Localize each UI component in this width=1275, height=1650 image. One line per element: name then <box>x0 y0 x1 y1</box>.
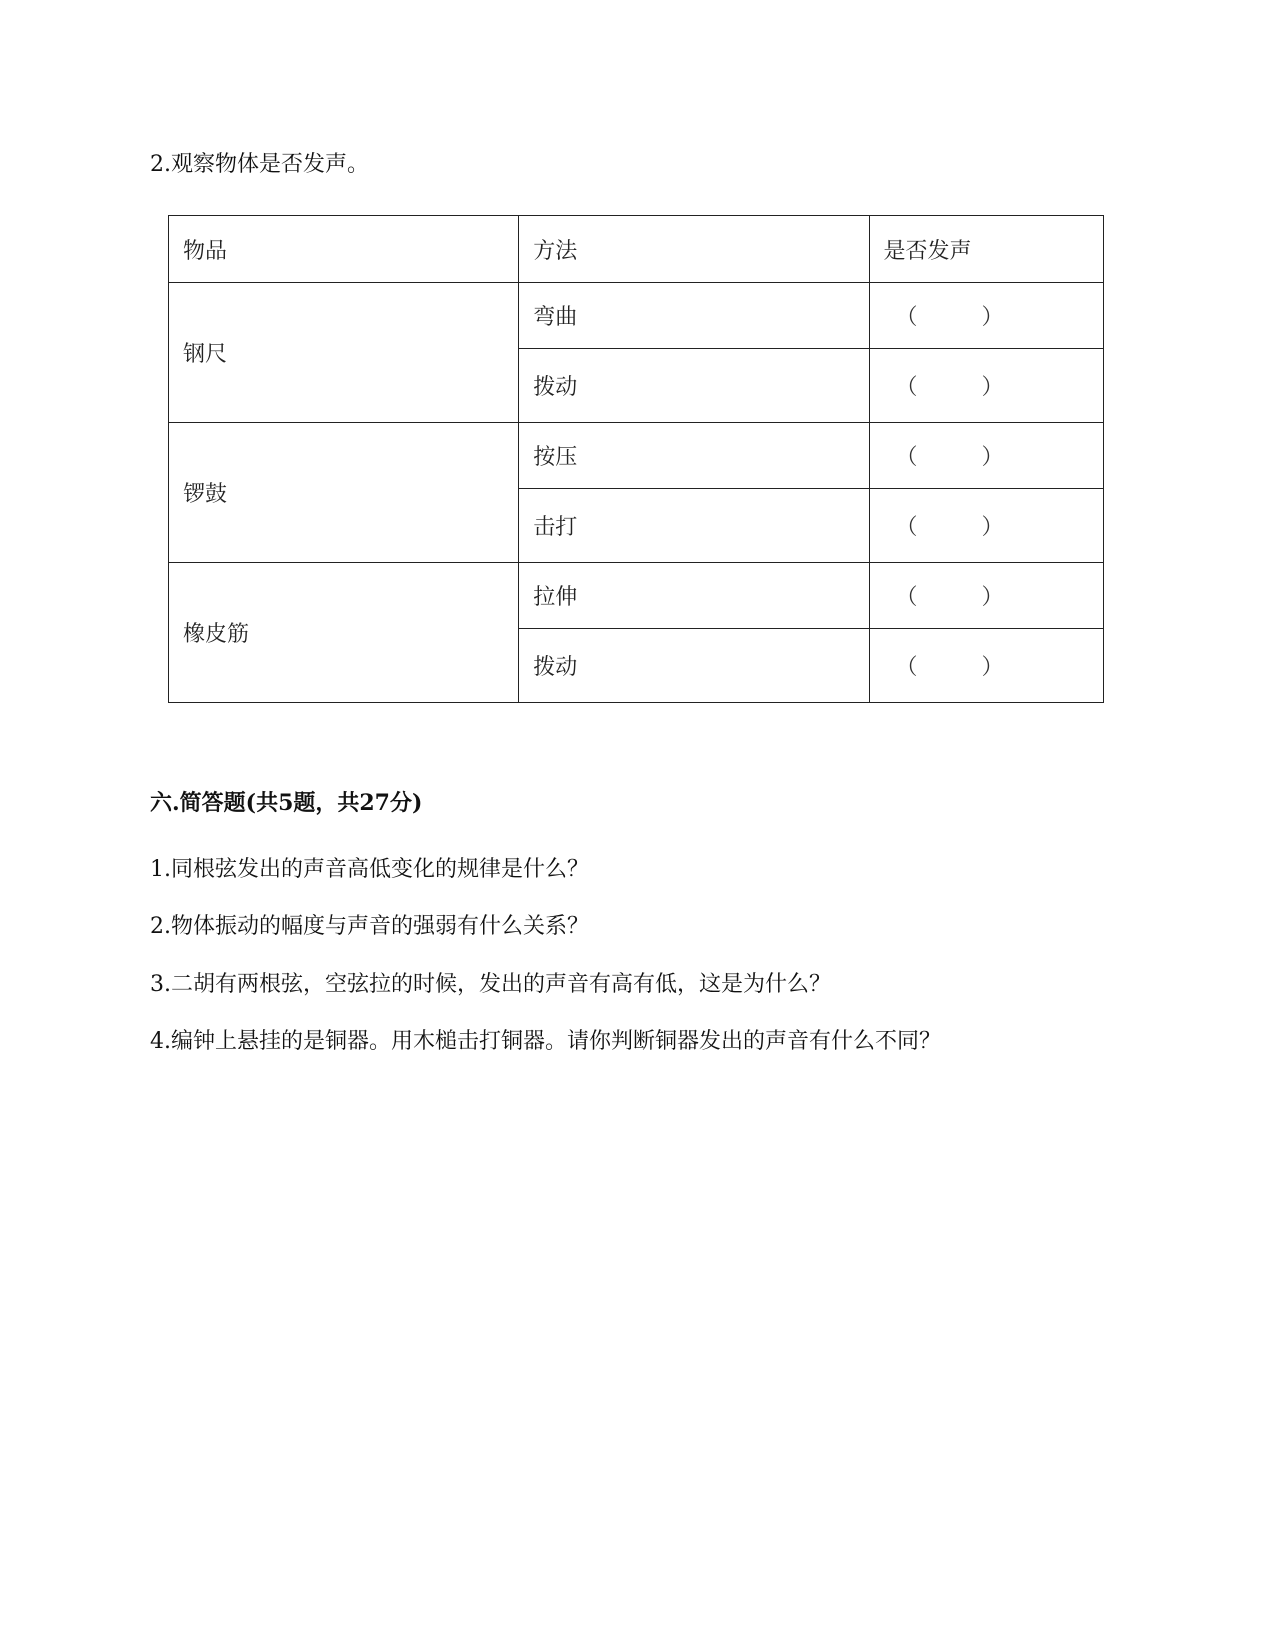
method-cell: 弯曲 <box>519 283 869 349</box>
answer-blank[interactable] <box>869 563 1103 629</box>
table-row <box>169 563 1104 629</box>
answer-blank[interactable] <box>869 489 1103 563</box>
method-cell: 拨动 <box>519 349 869 423</box>
table-header-row <box>169 216 1104 283</box>
close-paren: ） <box>981 375 1004 400</box>
close-paren: ） <box>981 515 1004 540</box>
table-row <box>169 283 1104 349</box>
open-paren: （ <box>895 585 918 610</box>
method-cell: 击打 <box>519 489 869 563</box>
close-paren: ） <box>981 445 1004 470</box>
item-cell: 钢尺 <box>169 283 519 423</box>
item-cell: 锣鼓 <box>169 423 519 563</box>
question-2-title: 2.观察物体是否发声。 <box>150 152 369 177</box>
open-paren: （ <box>895 445 918 470</box>
table-row <box>169 423 1104 489</box>
close-paren: ） <box>981 305 1004 330</box>
close-paren: ） <box>981 655 1004 680</box>
section-title: 六.简答题(共5题，共27分) <box>150 790 423 816</box>
header-item: 物品 <box>169 216 519 283</box>
method-cell: 拨动 <box>519 629 869 703</box>
item-cell: 橡皮筋 <box>169 563 519 703</box>
open-paren: （ <box>895 515 918 540</box>
short-answer-question-3: 3.二胡有两根弦，空弦拉的时候，发出的声音有高有低，这是为什么？ <box>150 972 831 997</box>
close-paren: ） <box>981 585 1004 610</box>
open-paren: （ <box>895 305 918 330</box>
header-method: 方法 <box>519 216 869 283</box>
open-paren: （ <box>895 655 918 680</box>
open-paren: （ <box>895 375 918 400</box>
short-answer-question-2: 2.物体振动的幅度与声音的强弱有什么关系？ <box>150 914 589 939</box>
short-answer-question-1: 1.同根弦发出的声音高低变化的规律是什么？ <box>150 857 589 882</box>
method-cell: 拉伸 <box>519 563 869 629</box>
answer-blank[interactable] <box>869 629 1103 703</box>
answer-blank[interactable] <box>869 283 1103 349</box>
answer-blank[interactable] <box>869 349 1103 423</box>
sound-observation-table <box>168 215 1104 703</box>
header-makes-sound: 是否发声 <box>869 216 1103 283</box>
method-cell: 按压 <box>519 423 869 489</box>
short-answer-question-4: 4.编钟上悬挂的是铜器。用木槌击打铜器。请你判断铜器发出的声音有什么不同？ <box>150 1029 941 1054</box>
answer-blank[interactable] <box>869 423 1103 489</box>
